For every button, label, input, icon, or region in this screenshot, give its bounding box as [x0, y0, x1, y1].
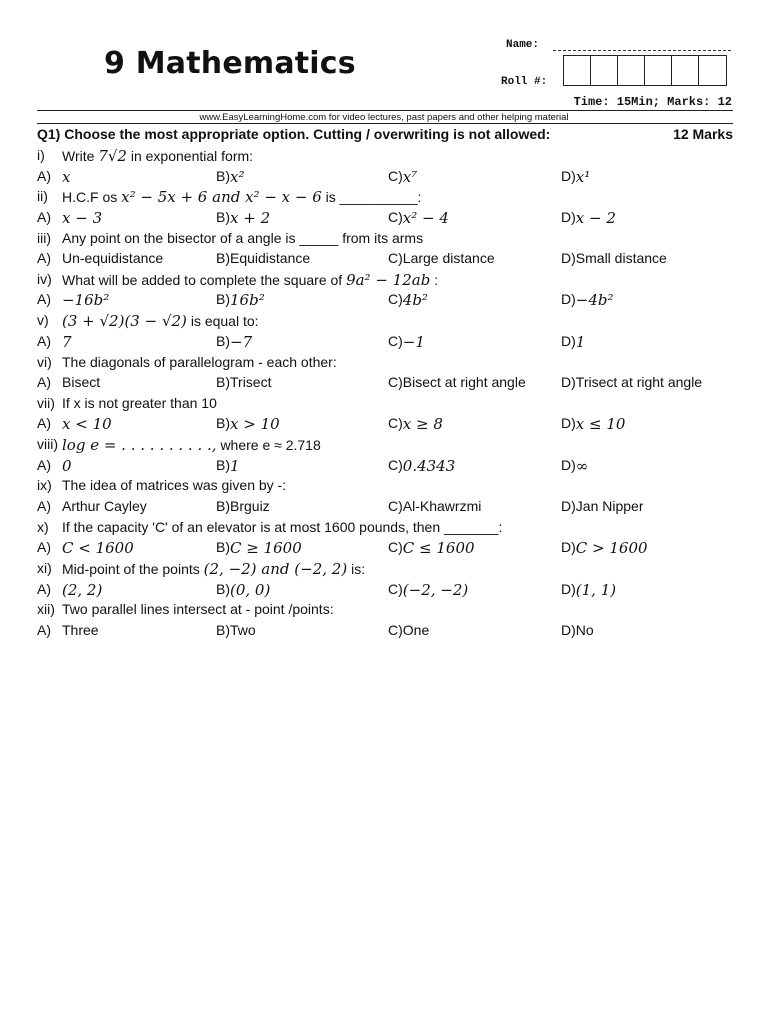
options-line	[37, 457, 737, 477]
option-d	[561, 457, 588, 475]
question-number: iii)	[37, 229, 51, 246]
question-text	[62, 519, 502, 535]
option-letter: B)	[216, 332, 230, 349]
options-line	[37, 168, 737, 188]
option-value: 1	[230, 456, 240, 475]
header-rule	[37, 110, 733, 111]
option-letter: A)	[37, 208, 51, 225]
option-letter: B)	[216, 291, 230, 308]
question-text-part: Mid-point of the points	[62, 561, 200, 577]
option-value: −7	[230, 332, 253, 351]
option-d	[561, 291, 614, 309]
option-value: x² − 4	[402, 208, 449, 227]
question-number: ii)	[37, 188, 48, 205]
option-letter: D)	[561, 208, 576, 225]
option-value: C ≤ 1600	[402, 539, 475, 558]
option-value: Three	[62, 621, 99, 638]
option-letter: D)	[561, 497, 576, 514]
question-math: log e = . . . . . . . . . .,	[62, 436, 217, 455]
question-text	[62, 395, 217, 411]
option-b	[216, 622, 256, 638]
option-value: ∞	[575, 456, 589, 475]
name-field-line	[553, 50, 731, 51]
question-number: i)	[37, 147, 45, 163]
option-a	[37, 415, 112, 433]
option-value: x²	[230, 167, 245, 186]
option-letter: B)	[216, 415, 230, 432]
option-letter: C)	[388, 497, 403, 514]
option-b	[216, 333, 252, 351]
option-value: No	[575, 621, 594, 638]
question-text-part: is __________:	[325, 189, 422, 206]
question-line	[37, 601, 737, 621]
question-text-part: :	[434, 271, 439, 288]
question-number: viii)	[37, 436, 58, 453]
option-d	[561, 333, 585, 351]
option-c	[388, 250, 495, 266]
option-value: 16b²	[230, 291, 265, 310]
option-value: Bisect at right angle	[402, 374, 526, 390]
option-b	[216, 250, 310, 266]
option-a	[37, 291, 109, 309]
question-line	[37, 188, 737, 208]
option-b	[216, 581, 270, 599]
question-text	[62, 436, 321, 454]
question-number: x)	[37, 518, 49, 535]
option-d	[561, 168, 590, 186]
question-text-part: in exponential form:	[130, 148, 254, 164]
option-d	[561, 209, 616, 227]
option-letter: C)	[388, 415, 403, 432]
roll-number-boxes	[563, 55, 727, 86]
option-letter: A)	[37, 621, 51, 638]
question-number: v)	[37, 312, 49, 329]
question-line	[37, 519, 737, 539]
option-letter: C)	[388, 332, 403, 349]
question-line	[37, 560, 737, 580]
option-letter: D)	[561, 539, 576, 556]
question-text	[62, 560, 365, 578]
option-d	[561, 539, 648, 557]
question-text	[62, 188, 421, 206]
option-value: 1	[575, 332, 586, 351]
option-letter: A)	[37, 415, 51, 432]
options-line	[37, 622, 737, 642]
option-a	[37, 457, 72, 475]
question-text	[62, 601, 334, 617]
section-instructions: Q1) Choose the most appropriate option. Cutting / overwriting is not allowed:	[37, 126, 551, 142]
option-letter: D)	[561, 374, 576, 390]
option-value: Arthur Cayley	[62, 497, 147, 514]
section-marks: 12 Marks	[673, 126, 733, 142]
option-letter: C)	[388, 539, 403, 556]
option-value: C > 1600	[575, 539, 648, 558]
question-text-part: Write	[62, 148, 95, 164]
option-c	[388, 374, 526, 390]
question-number: vi)	[37, 353, 52, 370]
option-letter: A)	[37, 291, 51, 308]
option-letter: C)	[388, 167, 403, 184]
option-c	[388, 457, 455, 475]
option-letter: A)	[37, 332, 51, 349]
option-letter: B)	[216, 167, 230, 184]
question-line	[37, 230, 737, 250]
option-value: Brguiz	[230, 497, 270, 514]
option-letter: D)	[561, 621, 576, 638]
question-text-part: is:	[351, 561, 366, 577]
options-line	[37, 333, 737, 353]
question-text	[62, 271, 438, 289]
question-text-part: is equal to:	[190, 313, 259, 330]
option-letter: A)	[37, 250, 51, 267]
option-value: (2, 2)	[62, 580, 103, 599]
option-b	[216, 539, 302, 557]
option-value: 7	[62, 332, 72, 351]
question-math: x² − 5x + 6 and x² − x − 6	[121, 188, 322, 207]
time-marks: Time: 15Min; Marks: 12	[573, 95, 732, 109]
option-b	[216, 291, 265, 309]
option-value: Jan Nipper	[575, 497, 644, 514]
question-line	[37, 271, 737, 291]
option-letter: C)	[388, 580, 403, 597]
option-d	[561, 415, 625, 433]
option-value: (−2, −2)	[402, 580, 469, 599]
option-d	[561, 622, 594, 638]
paper-title: 9 Mathematics	[104, 46, 356, 81]
option-value: Two	[230, 621, 256, 638]
option-letter: B)	[216, 580, 230, 597]
options-line	[37, 209, 737, 229]
option-value: x ≤ 10	[575, 415, 626, 434]
option-letter: B)	[216, 456, 230, 473]
question-line	[37, 312, 737, 332]
option-letter: D)	[561, 250, 576, 267]
roll-digit-box	[591, 56, 618, 85]
option-c	[388, 581, 468, 599]
roll-digit-box	[699, 56, 726, 85]
roll-digit-box	[618, 56, 645, 85]
roll-digit-box	[564, 56, 591, 85]
header-rule	[37, 123, 733, 124]
question-line	[37, 395, 737, 415]
question-text-part: where e ≈ 2.718	[220, 437, 321, 454]
question-number: iv)	[37, 270, 52, 287]
option-letter: D)	[561, 167, 576, 184]
question-number: ix)	[37, 477, 52, 494]
option-c	[388, 415, 443, 433]
option-a	[37, 333, 72, 351]
question-line	[37, 477, 737, 497]
option-d	[561, 581, 616, 599]
option-b	[216, 457, 240, 475]
option-value: Trisect	[230, 374, 272, 390]
option-a	[37, 374, 100, 390]
option-letter: A)	[37, 580, 51, 597]
option-letter: D)	[561, 415, 576, 432]
question-text	[62, 312, 259, 330]
question-math: (2, −2) and (−2, 2)	[203, 560, 348, 578]
option-value: −1	[402, 332, 425, 351]
option-value: x > 10	[230, 415, 280, 434]
question-text-part: Two parallel lines intersect at - point /points:	[62, 601, 334, 618]
option-value: 4b²	[402, 291, 428, 310]
option-c	[388, 209, 449, 227]
option-value: Bisect	[62, 374, 101, 390]
question-text-part: H.C.F os	[62, 189, 118, 206]
option-value: Un-equidistance	[62, 250, 164, 267]
question-text	[62, 230, 423, 246]
option-a	[37, 168, 70, 186]
option-letter: C)	[388, 208, 403, 225]
section-heading	[37, 126, 733, 142]
option-c	[388, 168, 417, 186]
option-value: (0, 0)	[230, 580, 271, 599]
option-value: x⁷	[402, 167, 418, 186]
option-a	[37, 622, 99, 638]
option-letter: B)	[216, 250, 230, 267]
option-c	[388, 333, 425, 351]
options-line	[37, 415, 737, 435]
name-label: Name:	[506, 39, 540, 51]
option-letter: D)	[561, 456, 576, 473]
roll-digit-box	[645, 56, 672, 85]
option-b	[216, 374, 271, 390]
option-value: Small distance	[575, 250, 667, 267]
options-line	[37, 291, 737, 311]
options-line	[37, 539, 737, 559]
option-c	[388, 622, 429, 638]
option-b	[216, 209, 270, 227]
option-letter: A)	[37, 167, 51, 184]
option-letter: D)	[561, 291, 576, 308]
option-value: One	[402, 621, 430, 638]
question-text	[62, 147, 253, 165]
question-text-part: Any point on the bisector of a angle is _____ from its arms	[62, 229, 424, 246]
option-a	[37, 581, 102, 599]
question-text-part: What will be added to complete the square of	[62, 271, 343, 288]
option-value: 0	[62, 456, 72, 475]
question-math: 9a² − 12ab	[346, 270, 431, 289]
options-line	[37, 498, 737, 518]
option-value: x + 2	[230, 208, 271, 227]
question-line	[37, 147, 737, 167]
question-text-part: The diagonals of parallelogram - each other:	[62, 353, 337, 370]
option-c	[388, 291, 428, 309]
question-number: xii)	[37, 601, 55, 618]
option-letter: B)	[216, 621, 230, 638]
question-text-part: If the capacity 'C' of an elevator is at most 1600 pounds, then _______:	[62, 518, 503, 535]
option-letter: A)	[37, 374, 51, 390]
option-value: −4b²	[575, 291, 614, 310]
option-value: (1, 1)	[575, 580, 617, 599]
website-note: www.EasyLearningHome.com for video lectures, past papers and other helping material	[199, 112, 569, 123]
option-b	[216, 168, 244, 186]
option-a	[37, 250, 163, 266]
option-c	[388, 539, 475, 557]
option-letter: B)	[216, 374, 230, 390]
option-value: x	[62, 167, 71, 186]
question-text-part: If x is not greater than 10	[62, 394, 217, 411]
question-math: 7√2	[98, 147, 127, 165]
option-d	[561, 498, 643, 514]
option-a	[37, 498, 147, 514]
options-line	[37, 581, 737, 601]
option-letter: C)	[388, 291, 403, 308]
option-b	[216, 498, 270, 514]
roll-label: Roll #:	[501, 76, 548, 88]
option-letter: A)	[37, 456, 51, 473]
options-line	[37, 374, 737, 394]
roll-digit-box	[672, 56, 699, 85]
option-letter: B)	[216, 539, 230, 556]
option-letter: D)	[561, 580, 576, 597]
option-value: Trisect at right angle	[575, 374, 703, 390]
question-text	[62, 354, 337, 370]
option-value: x < 10	[62, 415, 112, 434]
option-value: 0.4343	[402, 456, 456, 475]
option-value: C < 1600	[62, 539, 134, 558]
option-d	[561, 374, 702, 390]
option-c	[388, 498, 481, 514]
option-value: C ≥ 1600	[230, 539, 302, 558]
options-line	[37, 250, 737, 270]
option-value: x − 2	[575, 208, 616, 227]
option-d	[561, 250, 667, 266]
option-b	[216, 415, 280, 433]
question-text-part: The idea of matrices was given by -:	[62, 477, 287, 494]
option-value: −16b²	[62, 291, 110, 310]
question-number: xi)	[37, 560, 52, 576]
option-a	[37, 539, 134, 557]
option-a	[37, 209, 102, 227]
question-text	[62, 477, 286, 493]
option-value: Large distance	[402, 250, 495, 267]
option-letter: C)	[388, 250, 403, 267]
question-number: vii)	[37, 394, 55, 411]
option-letter: D)	[561, 332, 576, 349]
option-value: x¹	[575, 167, 591, 186]
option-letter: B)	[216, 497, 230, 514]
option-letter: C)	[388, 621, 403, 638]
option-value: Al-Khawrzmi	[402, 497, 482, 514]
option-letter: C)	[388, 374, 403, 390]
option-value: x − 3	[62, 208, 103, 227]
option-letter: A)	[37, 539, 51, 556]
question-math: (3 + √2)(3 − √2)	[62, 312, 187, 331]
question-line	[37, 354, 737, 374]
question-line	[37, 436, 737, 456]
option-letter: C)	[388, 456, 403, 473]
option-value: x ≥ 8	[402, 415, 443, 434]
option-value: Equidistance	[230, 250, 311, 267]
option-letter: B)	[216, 208, 230, 225]
option-letter: A)	[37, 497, 51, 514]
